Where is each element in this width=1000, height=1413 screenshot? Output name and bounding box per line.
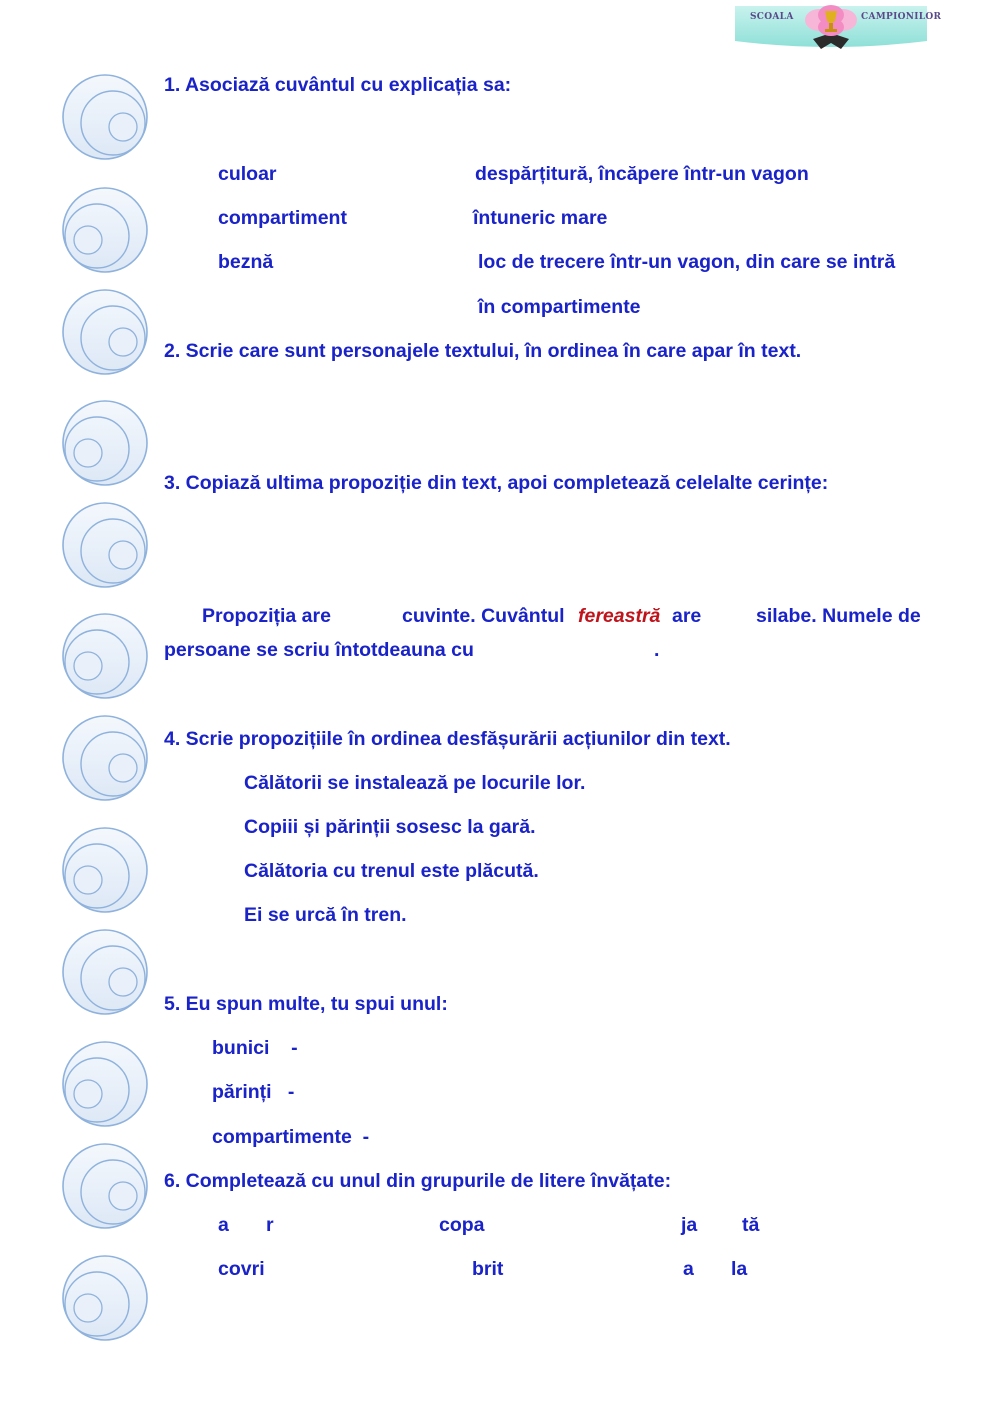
binder-ring xyxy=(63,75,147,159)
q6-fragment: tă xyxy=(742,1214,760,1236)
q1-definition: loc de trecere într-un vagon, din care se intră xyxy=(478,251,896,273)
q6-fragment: brit xyxy=(472,1258,504,1280)
q4-sentence: Călătoria cu trenul este plăcută. xyxy=(244,860,539,882)
binder-ring xyxy=(63,930,147,1014)
q1-definition: despărțitură, încăpere într-un vagon xyxy=(475,163,809,185)
binder-ring xyxy=(63,828,147,912)
q5-item: părinți - xyxy=(212,1081,295,1103)
binder-ring xyxy=(63,1256,147,1340)
q5-item: compartimente - xyxy=(212,1126,370,1148)
binder-ring xyxy=(63,1144,147,1228)
binder-ring xyxy=(63,503,147,587)
q6-fragment: copa xyxy=(439,1214,485,1236)
q4-sentence: Călătorii se instalează pe locurile lor. xyxy=(244,772,586,794)
q6-fragment: la xyxy=(731,1258,748,1280)
q5-title: 5. Eu spun multe, tu spui unul: xyxy=(164,993,448,1015)
school-logo xyxy=(733,3,942,53)
binder-ring xyxy=(63,401,147,485)
q3-sentence-part: Propoziția are xyxy=(202,605,331,627)
q6-title: 6. Completează cu unul din grupurile de litere învățate: xyxy=(164,1170,672,1192)
q1-title: 1. Asociază cuvântul cu explicația sa: xyxy=(164,74,512,96)
q3-sentence-part: are xyxy=(672,605,702,627)
q4-sentence: Copiii și părinții sosesc la gară. xyxy=(244,816,536,838)
binder-ring xyxy=(63,1042,147,1126)
q3-sentence-part: cuvinte. Cuvântul xyxy=(402,605,565,627)
binder-rings xyxy=(55,60,165,1360)
logo-text-right: CAMPIONILOR xyxy=(861,12,942,22)
binder-ring xyxy=(63,614,147,698)
q6-fragment: ja xyxy=(681,1214,698,1236)
q2-title: 2. Scrie care sunt personajele textului, în ordinea în care apar în text. xyxy=(164,340,802,362)
q4-sentence: Ei se urcă în tren. xyxy=(244,904,407,926)
logo-text-left: SCOALA xyxy=(750,12,794,22)
q6-fragment: covri xyxy=(218,1258,265,1280)
q6-fragment: a xyxy=(218,1214,229,1236)
q3-highlight-word: fereastră xyxy=(578,605,661,627)
q1-word-bezna: beznă xyxy=(218,251,274,273)
binder-ring xyxy=(63,188,147,272)
q1-word-culoar: culoar xyxy=(218,163,277,185)
q3-sentence-line2: persoane se scriu întotdeauna cu xyxy=(164,639,474,661)
q1-definition-continued: în compartimente xyxy=(478,296,641,318)
binder-ring xyxy=(63,290,147,374)
q3-sentence-part: silabe. Numele de xyxy=(756,605,921,627)
q1-word-compartiment: compartiment xyxy=(218,207,347,229)
q3-title: 3. Copiază ultima propoziție din text, apoi completează celelalte cerințe: xyxy=(164,472,829,494)
q1-definition: întuneric mare xyxy=(473,207,608,229)
logo-emblem xyxy=(733,3,929,53)
binder-ring xyxy=(63,716,147,800)
q5-item: bunici - xyxy=(212,1037,298,1059)
q3-sentence-end: . xyxy=(654,639,660,661)
q6-fragment: r xyxy=(266,1214,274,1236)
q6-fragment: a xyxy=(683,1258,694,1280)
q4-title: 4. Scrie propozițiile în ordinea desfășurării acțiunilor din text. xyxy=(164,728,731,750)
